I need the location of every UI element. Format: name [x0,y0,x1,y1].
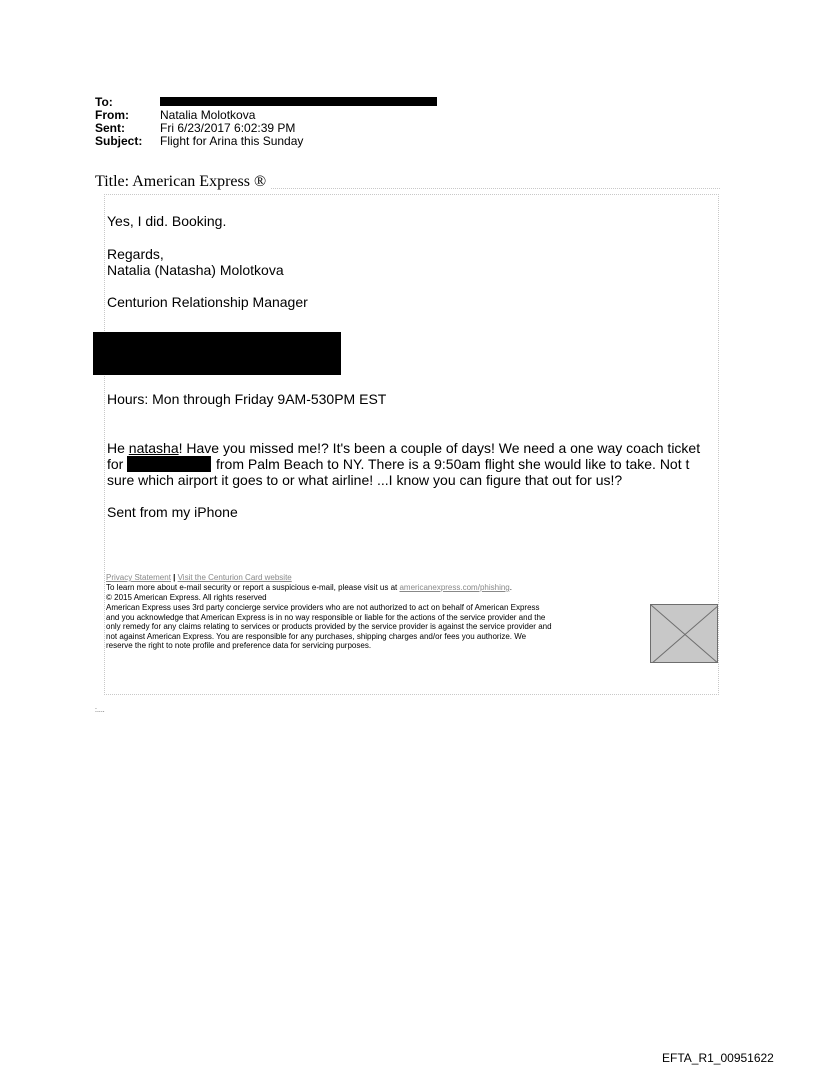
quoted-name-underlined: natasha [128,440,179,456]
broken-image-placeholder [650,604,718,663]
signature-role: Centurion Relationship Manager [107,294,308,310]
subject-row [95,135,437,148]
security-notice-text: To learn more about e-mail security or report a suspicious e-mail, please visit us at [106,583,400,592]
subject-label: Subject: [95,134,143,148]
link-separator: | [170,573,178,582]
redacted-contact-block [93,332,341,375]
regards-text: Regards, [107,246,164,262]
security-notice [106,583,512,593]
sent-from-text: Sent from my iPhone [107,504,238,520]
quoted-line-1 [107,440,700,456]
sent-value: Fri 6/23/2017 6:02:39 PM [160,121,296,135]
disclaimer-line-1: American Express uses 3rd party concierge service providers who are not authorized to act on behalf of American Express [106,603,540,612]
email-header [95,96,437,148]
quoted-line-2-pre: for [107,456,124,472]
quoted-line-1-post: ! Have you missed me!? It's been a couple of days! We need a one way coach ticket [178,440,701,456]
redacted-recipient [160,97,437,106]
privacy-statement-link[interactable]: Privacy Statement [106,573,171,582]
to-label: To: [95,95,113,109]
signature-name: Natalia (Natasha) Molotkova [107,262,284,278]
from-value: Natalia Molotkova [160,108,256,122]
quoted-line-2-post: from Palm Beach to NY. There is a 9:50am flight she would like to take. Not t [216,456,690,472]
broken-image-icon [651,605,718,663]
document-id: EFTA_R1_00951622 [662,1051,774,1065]
document-title: Title: American Express ® [95,173,267,190]
reply-text: Yes, I did. Booking. [107,213,227,229]
quoted-line-1-pre: He [107,440,129,456]
disclaimer-line-2: and you acknowledge that American Express is in no way responsible or liable for the actions of the service provider and the [106,612,546,622]
title-divider [271,188,720,189]
disclaimer-line-3: only remedy for any claims relating to services or products provided by the service provider is against the service provider and [106,622,552,631]
centurion-website-link[interactable]: Visit the Centurion Card website [177,573,292,582]
sent-label: Sent: [95,121,125,135]
security-notice-end: . [509,583,512,592]
quoted-line-3: sure which airport it goes to or what airline! ...I know you can figure that out for us!? [107,472,623,488]
hours-text: Hours: Mon through Friday 9AM-530PM EST [107,391,387,407]
copyright-text: © 2015 American Express. All rights reserved [106,593,267,602]
subject-value: Flight for Arina this Sunday [160,134,304,148]
disclaimer-line-5: reserve the right to note profile and preference data for servicing purposes. [106,641,372,650]
trailing-marker: :.... [95,707,105,714]
to-row [95,96,437,109]
phishing-link[interactable]: americanexpress.com/phishing [399,583,510,592]
from-label: From: [95,108,129,122]
redacted-name-inline [127,456,211,472]
disclaimer-line-4: not against American Express. You are responsible for any purchases, shipping charges and/or fees you authorize. We [106,631,527,641]
footer-links [106,573,292,583]
